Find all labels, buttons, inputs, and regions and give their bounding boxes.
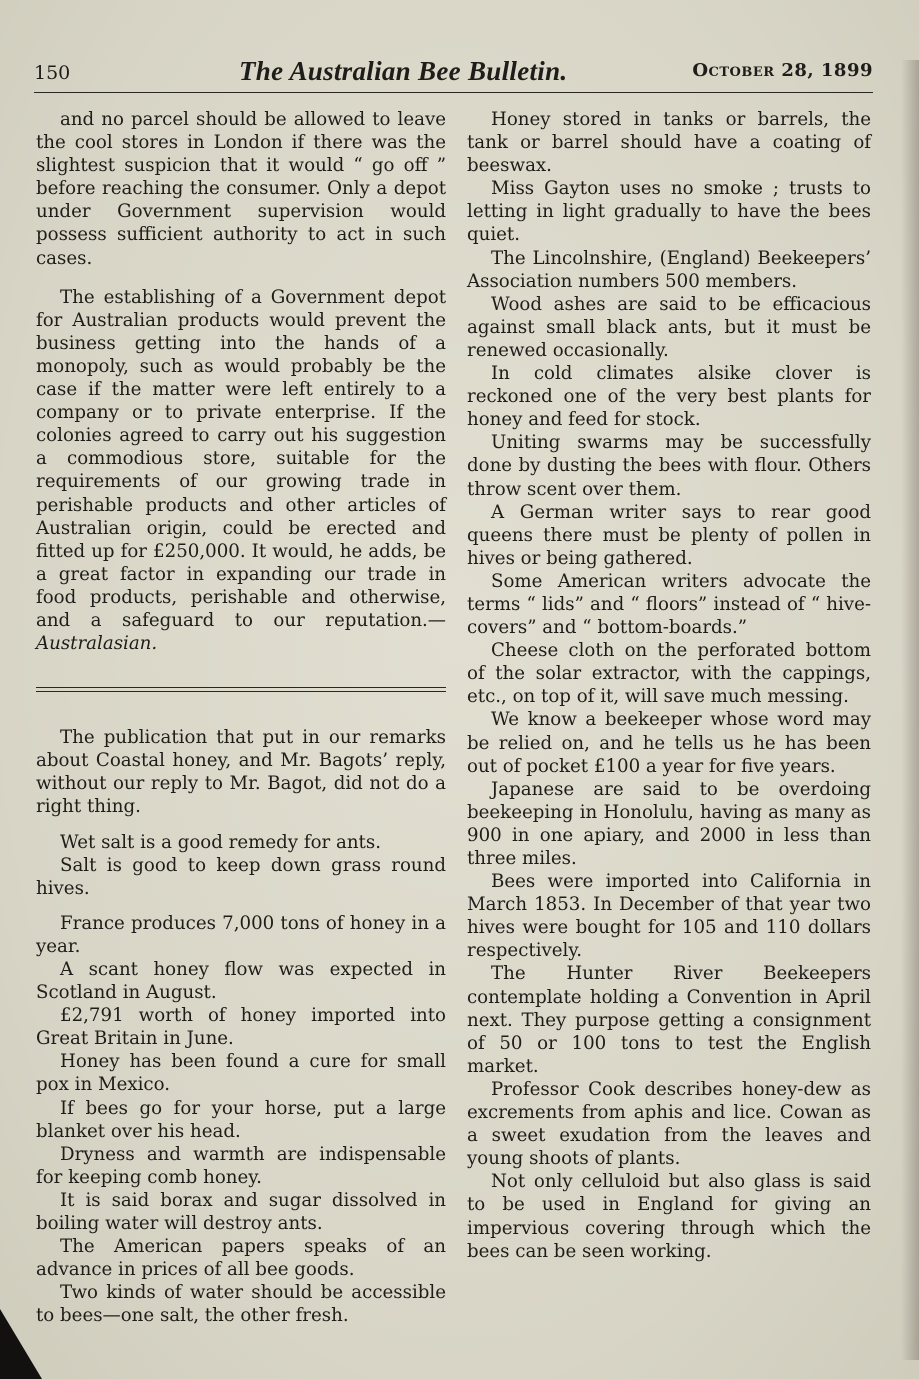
note-paragraph: Wood ashes are said to be efficacious against small black ants, but it must be renewed occasionally. bbox=[467, 293, 871, 361]
note-paragraph: Professor Cook describes honey-dew as excrements from aphis and lice. Cowan as a sweet exudation from the leaves and young shoots of plants. bbox=[467, 1078, 871, 1170]
article-paragraph bbox=[36, 286, 446, 656]
page-number: 150 bbox=[34, 62, 71, 84]
note-paragraph: Wet salt is a good remedy for ants. bbox=[60, 831, 381, 853]
publication-title: The Australian Bee Bulletin. bbox=[239, 56, 568, 86]
depot-text: The establishing of a Government depot for Australian products would prevent the business getting into the hands of a monopoly, such as would probably be the case if the matter were left entirely to a company or to private enterprise. If the colonies agreed to carry out his suggestion a commodious store, suitable for the requirements of our growing trade in perishable products and other articles of Australian origin, could be erected and fitted up for £250,000. It would, he adds, be a great factor in expanding our trade in food products, perishable and otherwise, and a safeguard to our reputation.— bbox=[36, 286, 446, 631]
note-paragraph: The Lincolnshire, (England) Beekeepers’ Association numbers 500 members. bbox=[467, 247, 871, 292]
note-paragraph: It is said borax and sugar dissolved in boiling water will destroy ants. bbox=[36, 1189, 446, 1235]
note-paragraph: The publication that put in our remarks about Coastal honey, and Mr. Bagots’ reply, without our reply to Mr. Bagot, did not do a right thing. bbox=[36, 727, 446, 818]
note-paragraph: Not only celluloid but also glass is said to be used in England for giving an impervious covering through which the bees can be seen working. bbox=[467, 1171, 871, 1262]
note-paragraph: £2,791 worth of honey imported into Great Britain in June. bbox=[36, 1005, 446, 1050]
article-paragraph: and no parcel should be allowed to leave the cool stores in London if there was the slightest suspicion that it would “ go off ” before reaching the consumer. Only a depot under Government supervision would possess sufficient authority to act in such cases. bbox=[36, 109, 446, 269]
note-paragraph: Uniting swarms may be successfully done by dusting the bees with flour. Others throw scent over them. bbox=[467, 432, 871, 500]
note-paragraph: A German writer says to rear good queens there must be plenty of pollen in hives or being gathered. bbox=[467, 501, 871, 569]
note-paragraph: Dryness and warmth are indispensable for keeping comb honey. bbox=[36, 1143, 446, 1188]
note-paragraph: Honey has been found a cure for small pox in Mexico. bbox=[36, 1051, 446, 1096]
note-paragraph: Two kinds of water should be accessible to bees—one salt, the other fresh. bbox=[36, 1282, 446, 1327]
note-paragraph: France produces 7,000 tons of honey in a year. bbox=[36, 912, 446, 957]
note-paragraph: Japanese are said to be overdoing beekeeping in Honolulu, having as many as 900 in one apiary, and 2000 in less than three miles. bbox=[467, 778, 871, 869]
note-paragraph: Salt is good to keep down grass round hives. bbox=[36, 854, 446, 899]
note-paragraph: In cold climates alsike clover is reckoned one of the very best plants for honey and feed for stock. bbox=[467, 363, 871, 431]
note-paragraph: Bees were imported into California in March 1853. In December of that year two hives were bought for 105 and 110 dollars respectively. bbox=[467, 871, 871, 962]
source-attribution: Australasian. bbox=[36, 633, 158, 655]
note-paragraph: A scant honey flow was expected in Scotland in August. bbox=[36, 959, 446, 1004]
left-column bbox=[36, 108, 446, 1328]
section-divider bbox=[36, 687, 446, 692]
issue-date: October 28, 1899 bbox=[692, 60, 873, 81]
note-paragraph: Miss Gayton uses no smoke ; trusts to letting in light gradually to have the bees quiet. bbox=[467, 178, 871, 246]
note-paragraph: Cheese cloth on the perforated bottom of the solar extractor, with the cappings, etc., on top of it, will save much messing. bbox=[467, 640, 871, 708]
note-paragraph: The American papers speaks of an advance in prices of all bee goods. bbox=[36, 1236, 446, 1281]
note-paragraph: We know a beekeeper whose word may be relied on, and he tells us he has been out of pocket £100 a year for five years. bbox=[467, 709, 871, 777]
page-edge-shadow bbox=[901, 60, 919, 1360]
note-paragraph: If bees go for your horse, put a large blanket over his head. bbox=[36, 1097, 446, 1142]
page-header bbox=[34, 56, 873, 93]
note-paragraph: The Hunter River Beekeepers contemplate holding a Convention in April next. They purpose getting a consignment of 50 or 100 tons to test the English market. bbox=[467, 963, 871, 1077]
note-paragraph: Some American writers advocate the terms “ lids” and “ floors” instead of “ hive-covers” and “ bottom-boards.” bbox=[467, 570, 871, 639]
note-paragraph: Honey stored in tanks or barrels, the tank or barrel should have a coating of beeswax. bbox=[467, 109, 871, 177]
right-column bbox=[467, 108, 871, 1263]
page-corner-shadow bbox=[0, 1309, 42, 1379]
